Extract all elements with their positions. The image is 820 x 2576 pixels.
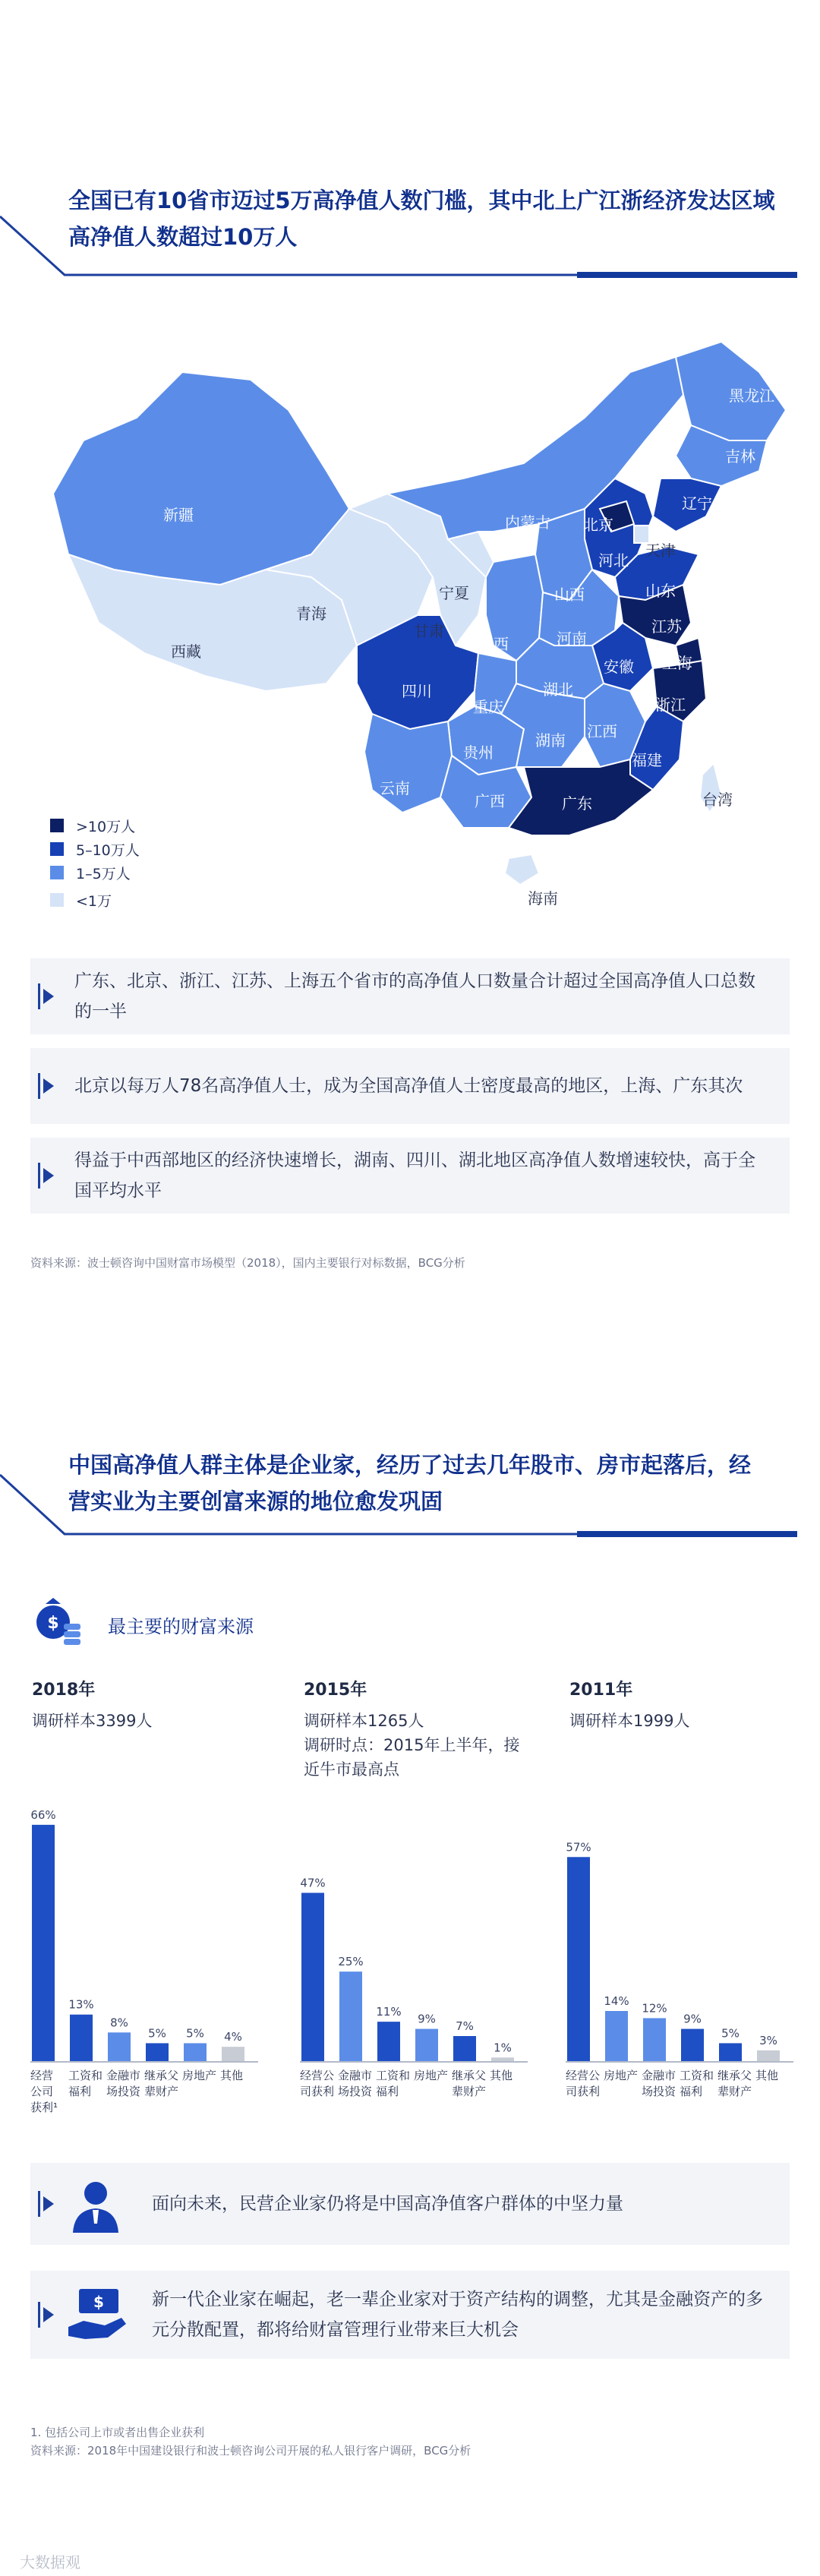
section2-title-line2: 营实业为主要创富来源的地位愈发巩固 bbox=[68, 1488, 443, 1514]
legend-item bbox=[50, 814, 135, 837]
label-taiwan: 台湾 bbox=[702, 791, 733, 809]
money-bag-icon bbox=[30, 1593, 84, 1646]
label-chongqing: 重庆 bbox=[473, 698, 503, 716]
bar-chart-2011 bbox=[566, 1792, 816, 2142]
chart-sample-2018 bbox=[32, 1709, 152, 1733]
label-sichuan: 四川 bbox=[402, 682, 432, 700]
category-label: 经营公 bbox=[566, 2069, 601, 2082]
insight-card bbox=[30, 1138, 790, 1214]
insight-card bbox=[30, 958, 790, 1034]
bar bbox=[32, 1825, 55, 2061]
bar bbox=[70, 2015, 93, 2061]
label-hubei: 湖北 bbox=[543, 680, 573, 699]
bar bbox=[415, 2029, 438, 2061]
sample-line: 调研样本1999人 bbox=[569, 1712, 690, 1730]
category-label: 其他 bbox=[755, 2069, 779, 2082]
category-label: 辈财产 bbox=[452, 2085, 487, 2098]
chevron-right-icon bbox=[38, 2271, 58, 2359]
category-label: 继承父 bbox=[144, 2069, 179, 2082]
chevron-right-icon bbox=[38, 1048, 58, 1124]
category-label: 其他 bbox=[220, 2069, 244, 2082]
category-label: 金融市 bbox=[642, 2069, 676, 2082]
bar-value-label: 7% bbox=[456, 2019, 474, 2033]
bar-value-label: 4% bbox=[224, 2030, 242, 2044]
category-label: 其他 bbox=[490, 2069, 513, 2082]
region-yunnan bbox=[364, 714, 452, 813]
legend-swatch bbox=[50, 893, 64, 907]
category-label: 继承父 bbox=[718, 2069, 752, 2082]
insight-text: 得益于中西部地区的经济快速增长，湖南、四川、湖北地区高净值人数增速较快，高于全国平均水平 bbox=[74, 1151, 755, 1201]
category-label: 经营 bbox=[30, 2069, 54, 2082]
label-liaoning: 辽宁 bbox=[682, 494, 712, 513]
category-label: 福利 bbox=[680, 2085, 703, 2098]
label-hainan: 海南 bbox=[528, 889, 558, 908]
bar bbox=[339, 1971, 362, 2061]
section2-title-line1: 中国高净值人群主体是企业家，经历了过去几年股市、房市起落后，经 bbox=[68, 1452, 752, 1478]
svg-text:$: $ bbox=[93, 2293, 104, 2311]
category-label: 金融市 bbox=[106, 2069, 141, 2082]
legend-swatch bbox=[50, 842, 64, 856]
bar-value-label: 3% bbox=[759, 2033, 777, 2047]
chart-year-2015: 2015年 bbox=[304, 1681, 367, 1700]
category-label: 场投资 bbox=[338, 2085, 373, 2098]
insight-text: 新一代企业家在崛起，老一辈企业家对于资产结构的调整，尤其是金融资产的多元分散配置，都将给财富管理行业带来巨大机会 bbox=[152, 2290, 763, 2340]
label-anhui: 安徽 bbox=[604, 658, 634, 676]
bar-value-label: 13% bbox=[68, 1997, 94, 2012]
label-zhejiang: 浙江 bbox=[655, 696, 686, 714]
bar bbox=[108, 2032, 131, 2061]
bar-chart-2015 bbox=[300, 1792, 550, 2142]
svg-text:$: $ bbox=[47, 1614, 59, 1633]
insight-text: 北京以每万人78名高净值人士，成为全国高净值人士密度最高的地区，上海、广东其次 bbox=[74, 1076, 743, 1096]
label-xinjiang: 新疆 bbox=[163, 506, 194, 524]
chart-sample-2015 bbox=[304, 1709, 519, 1782]
bar-value-label: 8% bbox=[110, 2016, 128, 2030]
category-label: 工资和 bbox=[68, 2069, 103, 2082]
label-guangxi: 广西 bbox=[475, 792, 505, 810]
chevron-right-icon bbox=[38, 1138, 58, 1214]
category-label: 福利 bbox=[376, 2085, 399, 2098]
region-xinjiang bbox=[53, 372, 349, 585]
category-label: 公司 bbox=[30, 2085, 54, 2098]
label-tianjin: 天津 bbox=[645, 541, 676, 560]
legend-swatch bbox=[50, 866, 64, 879]
bar-value-label: 25% bbox=[338, 1955, 364, 1969]
bar-value-label: 9% bbox=[418, 2012, 436, 2026]
insight-text: 广东、北京、浙江、江苏、上海五个省市的高净值人口数量合计超过全国高净值人口总数的一半 bbox=[74, 971, 755, 1021]
section2-divider bbox=[0, 1466, 820, 1549]
label-guangdong: 广东 bbox=[562, 794, 592, 813]
insight-card bbox=[30, 2163, 790, 2245]
label-shandong: 山东 bbox=[645, 582, 676, 600]
sample-line: 调研时点：2015年上半年，接 bbox=[304, 1736, 520, 1754]
bar bbox=[719, 2043, 742, 2061]
category-label: 工资和 bbox=[376, 2069, 411, 2082]
bar-value-label: 9% bbox=[683, 2012, 702, 2026]
legend-label: <1万 bbox=[76, 892, 112, 910]
category-label: 房地产 bbox=[604, 2069, 639, 2082]
footnote: 1. 包括公司上市或者出售企业获利 bbox=[30, 2426, 205, 2439]
bar-value-label: 12% bbox=[642, 2001, 667, 2016]
bar bbox=[184, 2043, 207, 2061]
insight-text: 面向未来，民营企业家仍将是中国高净值客户群体的中坚力量 bbox=[152, 2194, 623, 2214]
category-label: 房地产 bbox=[414, 2069, 449, 2082]
region-tianjin bbox=[634, 526, 649, 543]
label-jiangsu: 江苏 bbox=[651, 617, 682, 636]
section2-subtitle: 最主要的财富来源 bbox=[108, 1616, 254, 1637]
label-yunnan: 云南 bbox=[380, 779, 410, 797]
legend-item bbox=[50, 889, 112, 911]
legend-label: 1–5万人 bbox=[76, 865, 131, 882]
category-label: 继承父 bbox=[452, 2069, 487, 2082]
chevron-right-icon bbox=[38, 958, 58, 1034]
region-hainan bbox=[505, 854, 539, 885]
bar bbox=[301, 1893, 324, 2061]
section1-divider bbox=[0, 205, 820, 289]
legend-label: >10万人 bbox=[76, 818, 136, 835]
category-label: 场投资 bbox=[642, 2085, 676, 2098]
label-guizhou: 贵州 bbox=[463, 743, 494, 762]
chart-sample-2011 bbox=[569, 1709, 689, 1733]
label-henan: 河南 bbox=[557, 630, 587, 648]
label-gansu: 甘肃 bbox=[414, 622, 444, 640]
bar bbox=[567, 1857, 590, 2061]
category-label: 工资和 bbox=[680, 2069, 714, 2082]
sample-line: 调研样本3399人 bbox=[32, 1712, 153, 1730]
category-label: 房地产 bbox=[182, 2069, 217, 2082]
bar-value-label: 5% bbox=[186, 2026, 204, 2041]
bar bbox=[146, 2043, 169, 2061]
chevron-right-icon bbox=[38, 2163, 58, 2245]
section1-title-line2: 高净值人数超过10万人 bbox=[68, 224, 298, 250]
source-note: 资料来源：波士顿咨询中国财富市场模型（2018），国内主要银行对标数据，BCG分析 bbox=[30, 1256, 465, 1270]
category-label: 福利 bbox=[68, 2085, 92, 2098]
label-shaanxi: 陕西 bbox=[478, 635, 509, 653]
label-ningxia: 宁夏 bbox=[439, 584, 469, 602]
source-note: 资料来源：2018年中国建设银行和波士顿咨询公司开展的私人银行客户调研，BCG分析 bbox=[30, 2444, 472, 2458]
bar bbox=[491, 2057, 514, 2061]
label-hebei: 河北 bbox=[598, 551, 629, 570]
label-qinghai: 青海 bbox=[296, 605, 326, 623]
label-jilin: 吉林 bbox=[725, 447, 755, 466]
legend-item bbox=[50, 838, 140, 860]
category-label: 司获利 bbox=[300, 2085, 335, 2098]
legend-label: 5–10万人 bbox=[76, 841, 140, 859]
bar bbox=[681, 2029, 704, 2061]
category-label: 辈财产 bbox=[718, 2085, 752, 2098]
bar-value-label: 1% bbox=[494, 2041, 512, 2055]
bar-value-label: 5% bbox=[721, 2026, 740, 2041]
bar bbox=[453, 2036, 476, 2061]
cash-in-hand-icon bbox=[65, 2284, 129, 2345]
label-neimenggu: 内蒙古 bbox=[505, 513, 550, 532]
category-label: 金融市 bbox=[338, 2069, 373, 2082]
label-heilongjiang: 黑龙江 bbox=[729, 387, 774, 405]
bar-value-label: 14% bbox=[604, 1994, 629, 2008]
chart-year-2011: 2011年 bbox=[569, 1681, 633, 1700]
legend-swatch bbox=[50, 819, 64, 832]
category-label: 辈财产 bbox=[144, 2085, 179, 2098]
category-label: 经营公 bbox=[300, 2069, 335, 2082]
category-label: 场投资 bbox=[106, 2085, 141, 2098]
sample-line: 近牛市最高点 bbox=[304, 1760, 399, 1779]
insight-card bbox=[30, 1048, 790, 1124]
bar-chart-2018 bbox=[30, 1792, 281, 2142]
bar-value-label: 66% bbox=[30, 1807, 56, 1822]
label-shanghai: 上海 bbox=[662, 654, 692, 672]
label-xizang: 西藏 bbox=[171, 642, 201, 661]
china-map bbox=[38, 327, 790, 919]
sample-line: 调研样本1265人 bbox=[304, 1712, 424, 1730]
label-hunan: 湖南 bbox=[535, 731, 566, 750]
bar-value-label: 5% bbox=[148, 2026, 166, 2041]
bar bbox=[757, 2050, 780, 2061]
businessman-icon bbox=[65, 2174, 126, 2234]
bar-value-label: 57% bbox=[566, 1840, 591, 1855]
label-shanxi: 山西 bbox=[554, 586, 585, 604]
section1-title-line1: 全国已有10省市迈过5万高净值人数门槛，其中北上广江浙经济发达区域 bbox=[68, 188, 775, 213]
bar bbox=[222, 2047, 244, 2061]
bar bbox=[377, 2022, 400, 2061]
bar-value-label: 11% bbox=[376, 2005, 402, 2019]
label-beijing: 北京 bbox=[583, 516, 613, 534]
insight-card bbox=[30, 2271, 790, 2359]
bar bbox=[643, 2018, 666, 2061]
label-jiangxi: 江西 bbox=[587, 722, 617, 740]
chart-year-2018: 2018年 bbox=[32, 1681, 96, 1700]
legend-item bbox=[50, 861, 131, 884]
watermark: 大数据观 bbox=[20, 2553, 80, 2571]
category-label: 司获利 bbox=[566, 2085, 601, 2098]
category-label: 获利¹ bbox=[30, 2101, 58, 2114]
bar-value-label: 47% bbox=[300, 1876, 326, 1890]
label-fujian: 福建 bbox=[632, 751, 662, 769]
bar bbox=[605, 2011, 628, 2061]
